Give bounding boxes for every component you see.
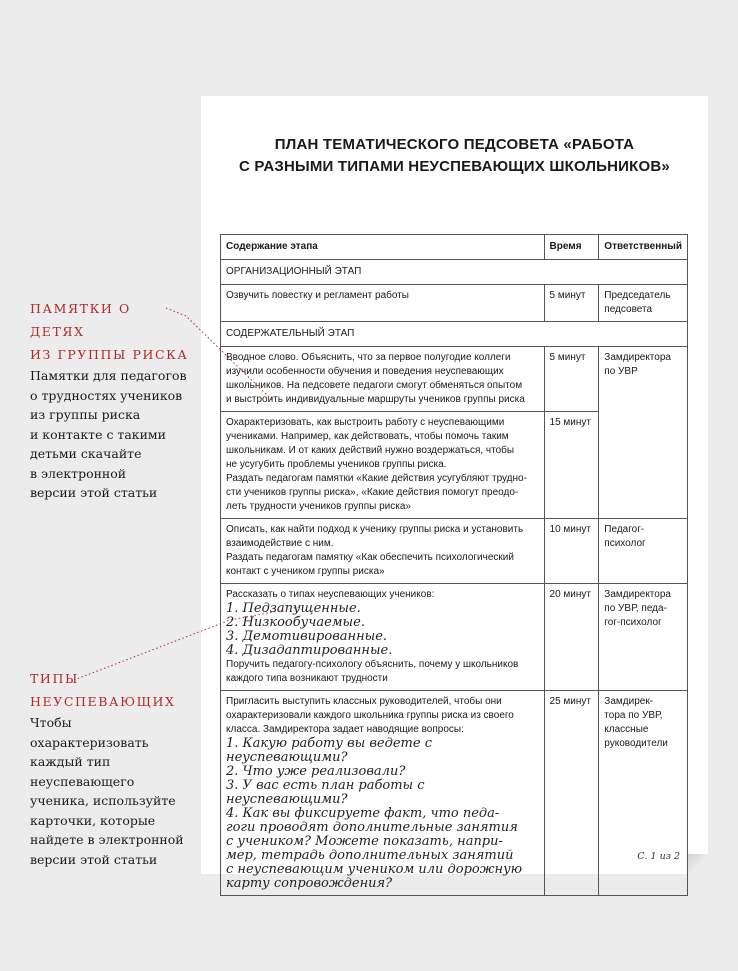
connector-line-types: [74, 607, 300, 680]
row-content: Озвучить повестку и регламент работы: [221, 285, 545, 322]
page-number: С. 1 из 2: [637, 851, 680, 862]
stage-label: СОДЕРЖАТЕЛЬНЫЙ ЭТАП: [221, 322, 688, 347]
header-content: Содержание этапа: [221, 235, 545, 260]
row-content: Рассказать о типах неуспевающих учеников: 1. Педзапущенные. 2. Низкообучаемые. 3. Демотивированные. 4. Дизадаптированные. Поручить педагогу-психологу объяснить, почему у школьников каждого типа возникают трудности: [221, 584, 545, 691]
row-content: Вводное слово. Объяснить, что за первое полугодие коллеги изучили особенности обучения и поведения неуспевающих школьников. На педсовете педагоги смогут обменяться опытом и выстроить индивидуальные маршруты учеников группы риска: [221, 347, 545, 412]
row-time: 20 минут: [544, 584, 599, 691]
stage-label: ОРГАНИЗАЦИОННЫЙ ЭТАП: [221, 260, 688, 285]
handwritten-list: 1. Какую работу вы ведете с неуспевающими? 2. Что уже реализовали? 3. У вас есть план работы с неуспевающими? 4. Как вы фиксируете факт, что педа- гоги проводят дополнительные занятия с учеником? Можете показать, напри- мер, тетрадь дополнительных занятий с неуспевающим учеником или дорожную карту сопровождения?: [226, 736, 523, 891]
row-time: 10 минут: [544, 519, 599, 584]
side-note-text: Чтобы охарактеризовать каждый тип неуспевающего ученика, используйте карточки, которые найдете в электронной версии этой статьи: [30, 715, 184, 867]
row-responsible: Замдиректора по УВР, педа- гог-психолог: [599, 584, 688, 691]
row-content: Описать, как найти подход к ученику группы риска и установить взаимодействие с ним. Раздать педагогам памятку «Как обеспечить психологический контакт с учеником группы риска»: [221, 519, 545, 584]
row-content: Пригласить выступить классных руководителей, чтобы они охарактеризовали каждого школьника группы риска из своего класса. Замдиректора задает наводящие вопросы: 1. Какую работу вы ведете с неуспевающими? 2. Что уже реализовали? 3. У вас есть план работы с неуспевающими? 4. Как вы фиксируете факт, что педа- гоги проводят дополнительные занятия с учеником? Можете показать, напри- мер, тетрадь дополнительных занятий с неуспевающим учеником или дорожную карту сопровождения?: [221, 691, 545, 896]
row-content: Охарактеризовать, как выстроить работу с неуспевающими учениками. Например, как действовать, чтобы помочь таким школьникам. И от каких действий нужно воздержаться, чтобы не усугубить проблемы учеников группы риска. Раздать педагогам памятки «Какие действия усугубляют трудно- сти учеников группы риска», «Какие действия помогут преодо- леть трудности учеников группы риска»: [221, 412, 545, 519]
row-responsible: Замдирек- тора по УВР, классные руководители: [599, 691, 688, 896]
handwritten-list: 1. Педзапущенные. 2. Низкообучаемые. 3. Демотивированные. 4. Дизадаптированные.: [226, 601, 393, 658]
row-time: 15 минут: [544, 412, 599, 519]
row-time: 5 минут: [544, 347, 599, 412]
row-responsible: Председатель педсовета: [599, 285, 688, 322]
connector-line-memos: [166, 308, 272, 400]
side-note-title: ТИПЫ НЕУСПЕВАЮЩИХ: [30, 671, 176, 709]
document-title: ПЛАН ТЕМАТИЧЕСКОГО ПЕДСОВЕТА «РАБОТА С РАЗНЫМИ ТИПАМИ НЕУСПЕВАЮЩИХ ШКОЛЬНИКОВ»: [239, 136, 670, 175]
side-note-text: Памятки для педагогов о трудностях учеников из группы риска и контакте с такими детьми скачайте в электронной версии этой статьи: [30, 368, 187, 500]
side-note-title: ПАМЯТКИ О ДЕТЯХ ИЗ ГРУППЫ РИСКА: [30, 301, 189, 362]
row-time: 5 минут: [544, 285, 599, 322]
row-responsible: Педагог- психолог: [599, 519, 688, 584]
header-responsible: Ответственный: [599, 235, 688, 260]
row-responsible: Замдиректора по УВР: [599, 347, 688, 519]
row-time: 25 минут: [544, 691, 599, 896]
header-time: Время: [544, 235, 599, 260]
